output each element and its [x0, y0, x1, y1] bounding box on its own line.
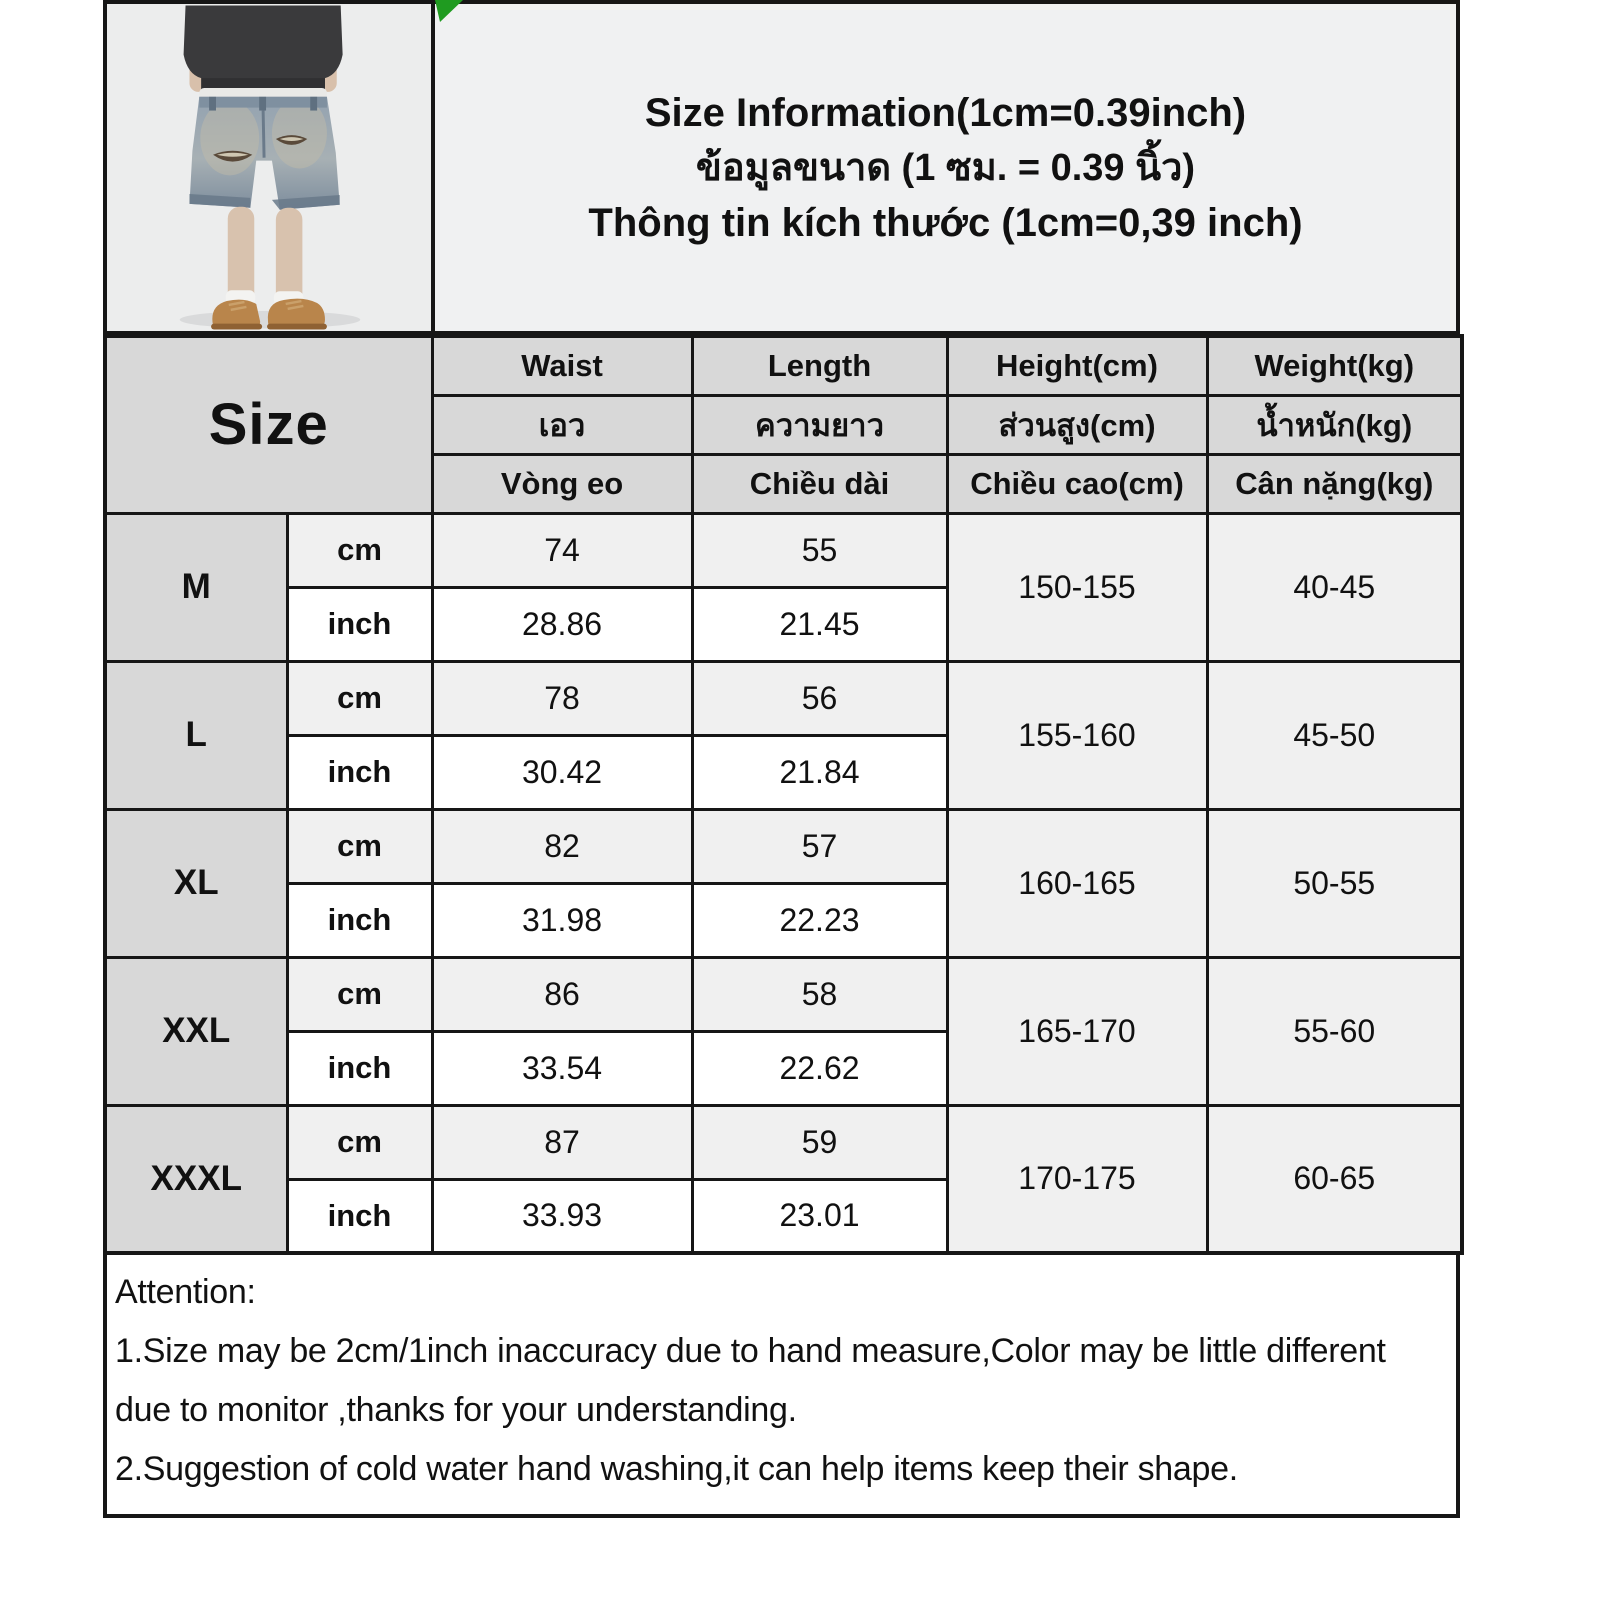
size-label-xxl: XXL [105, 957, 287, 1105]
table-row [105, 957, 1462, 1031]
waist-inch-value: 31.98 [432, 883, 692, 957]
length-inch-value: 23.01 [692, 1179, 947, 1253]
header-row-english [105, 336, 1462, 395]
attention-note-2: 2.Suggestion of cold water hand washing,it can help items keep their shape. [115, 1450, 1238, 1488]
waist-inch-value: 28.86 [432, 587, 692, 661]
length-header-th: ความยาว [692, 395, 947, 454]
unit-inch: inch [287, 735, 432, 809]
green-corner-marker-icon [435, 0, 465, 22]
unit-cm: cm [287, 513, 432, 587]
waist-header-vi: Vòng eo [432, 454, 692, 513]
size-label-xxxl: XXXL [105, 1105, 287, 1253]
length-header-vi: Chiều dài [692, 454, 947, 513]
attention-note-1: 1.Size may be 2cm/1inch inaccuracy due to hand measure,Color may be little different due to monitor ,thanks for your understanding. [115, 1332, 1386, 1429]
length-inch-value: 22.23 [692, 883, 947, 957]
waist-cm-value: 78 [432, 661, 692, 735]
unit-inch: inch [287, 883, 432, 957]
length-inch-value: 21.84 [692, 735, 947, 809]
size-label-xl: XL [105, 809, 287, 957]
table-row [105, 809, 1462, 883]
weight-header-en: Weight(kg) [1207, 336, 1462, 395]
title-english: Size Information(1cm=0.39inch) [644, 90, 1247, 135]
length-inch-value: 21.45 [692, 587, 947, 661]
weight-value: 40-45 [1207, 513, 1462, 661]
title-block [435, 4, 1456, 331]
size-chart-sheet [103, 0, 1460, 1518]
height-value: 155-160 [947, 661, 1207, 809]
size-table [103, 334, 1464, 1255]
waist-cm-value: 87 [432, 1105, 692, 1179]
weight-value: 55-60 [1207, 957, 1462, 1105]
attention-heading: Attention: [115, 1273, 256, 1311]
waist-inch-value: 33.54 [432, 1031, 692, 1105]
weight-value: 60-65 [1207, 1105, 1462, 1253]
waist-cm-value: 82 [432, 809, 692, 883]
height-value: 165-170 [947, 957, 1207, 1105]
table-row [105, 513, 1462, 587]
waist-cm-value: 86 [432, 957, 692, 1031]
attention-notes [103, 1255, 1460, 1518]
waist-header-th: เอว [432, 395, 692, 454]
waist-header-en: Waist [432, 336, 692, 395]
size-label-m: M [105, 513, 287, 661]
waist-cm-value: 74 [432, 513, 692, 587]
height-value: 170-175 [947, 1105, 1207, 1253]
size-header: Size [105, 336, 432, 513]
weight-value: 45-50 [1207, 661, 1462, 809]
height-value: 150-155 [947, 513, 1207, 661]
height-header-th: ส่วนสูง(cm) [947, 395, 1207, 454]
height-header-vi: Chiều cao(cm) [947, 454, 1207, 513]
product-photo-cell [107, 4, 435, 331]
title-vietnamese: Thông tin kích thước (1cm=0,39 inch) [588, 200, 1303, 245]
weight-header-th: น้ำหนัก(kg) [1207, 395, 1462, 454]
unit-cm: cm [287, 809, 432, 883]
table-row [105, 661, 1462, 735]
title-thai: ข้อมูลขนาด (1 ซม. = 0.39 นิ้ว) [695, 146, 1196, 189]
size-label-l: L [105, 661, 287, 809]
waist-inch-value: 33.93 [432, 1179, 692, 1253]
length-cm-value: 55 [692, 513, 947, 587]
product-photo [107, 4, 431, 331]
length-cm-value: 57 [692, 809, 947, 883]
weight-header-vi: Cân nặng(kg) [1207, 454, 1462, 513]
length-cm-value: 59 [692, 1105, 947, 1179]
unit-cm: cm [287, 1105, 432, 1179]
table-row [105, 1105, 1462, 1179]
length-cm-value: 58 [692, 957, 947, 1031]
weight-value: 50-55 [1207, 809, 1462, 957]
length-cm-value: 56 [692, 661, 947, 735]
length-header-en: Length [692, 336, 947, 395]
unit-cm: cm [287, 957, 432, 1031]
length-inch-value: 22.62 [692, 1031, 947, 1105]
unit-inch: inch [287, 1031, 432, 1105]
waist-inch-value: 30.42 [432, 735, 692, 809]
unit-cm: cm [287, 661, 432, 735]
height-value: 160-165 [947, 809, 1207, 957]
unit-inch: inch [287, 587, 432, 661]
height-header-en: Height(cm) [947, 336, 1207, 395]
top-section [103, 0, 1460, 334]
unit-inch: inch [287, 1179, 432, 1253]
